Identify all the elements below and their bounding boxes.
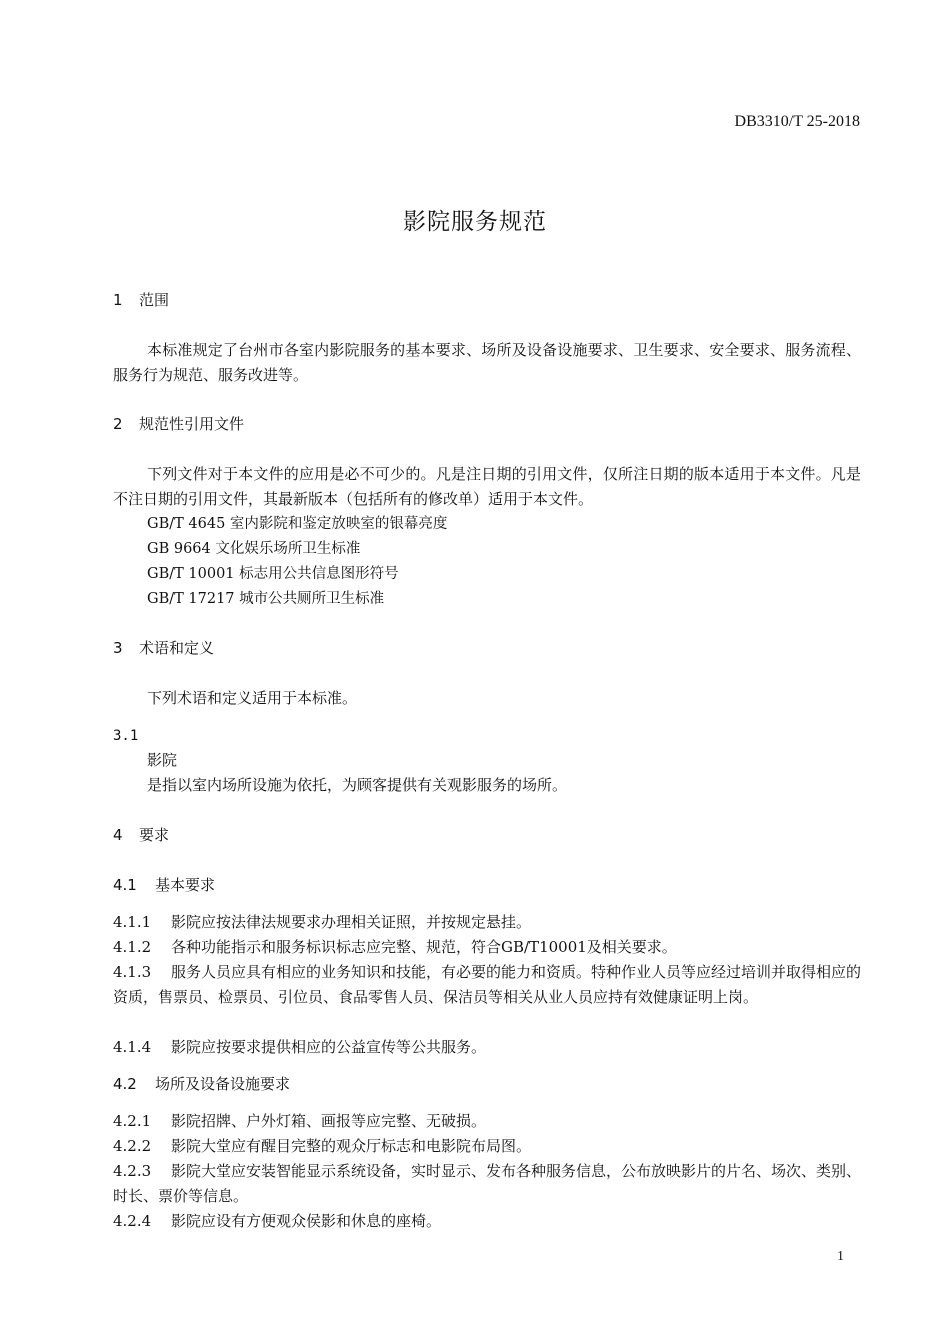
section-number: 3 xyxy=(113,639,123,657)
section-title: 术语和定义 xyxy=(139,639,215,657)
subsection-4-2-heading xyxy=(113,1072,861,1097)
clause-number: 4.2.4 xyxy=(113,1212,152,1230)
section-title: 范围 xyxy=(139,291,170,309)
clause-number: 4.1.3 xyxy=(113,963,152,981)
clause-text: 影院大堂应安装智能显示系统设备，实时显示、发布各种服务信息，公布放映影片的片名、场次、类别、时长、票价等信息。 xyxy=(113,1162,862,1205)
clause-text: 服务人员应具有相应的业务知识和技能，有必要的能力和资质。特种作业人员等应经过培训并取得相应的资质，售票员、检票员、引位员、食品零售人员、保洁员等相关从业人员应持有效健康证明上岗。 xyxy=(113,963,862,1006)
section-2-heading xyxy=(113,412,861,437)
clause-number: 4.1.2 xyxy=(113,938,152,956)
section-3-paragraph: 下列术语和定义适用于本标准。 xyxy=(147,689,358,707)
clause-item xyxy=(113,1209,861,1234)
clause-item xyxy=(113,910,861,935)
section-title: 要求 xyxy=(139,826,170,844)
reference-item: GB/T 17217 城市公共厕所卫生标准 xyxy=(147,591,385,607)
clause-number: 4.2.3 xyxy=(113,1162,152,1180)
clause-number: 4.1.1 xyxy=(113,913,152,931)
clause-number: 4.2.1 xyxy=(113,1112,152,1130)
clause-number: 4.1.4 xyxy=(113,1038,152,1056)
standard-code: DB3310/T 25-2018 xyxy=(734,113,860,130)
section-number: 2 xyxy=(113,415,123,433)
section-1-paragraph: 本标准规定了台州市各室内影院服务的基本要求、场所及设备设施要求、卫生要求、安全要求、服务流程、服务行为规范、服务改进等。 xyxy=(113,341,861,384)
clause-text: 影院应设有方便观众侯影和休息的座椅。 xyxy=(171,1212,442,1230)
reference-item: GB 9664 文化娱乐场所卫生标准 xyxy=(147,541,361,557)
section-2-paragraph: 下列文件对于本文件的应用是必不可少的。凡是注日期的引用文件，仅所注日期的版本适用于本文件。凡是不注日期的引用文件，其最新版本（包括所有的修改单）适用于本文件。 xyxy=(113,465,861,508)
section-3-heading xyxy=(113,636,861,661)
term-name: 影院 xyxy=(147,751,178,769)
subsection-title: 场所及设备设施要求 xyxy=(155,1075,291,1093)
clause-text: 影院大堂应有醒目完整的观众厅标志和电影院布局图。 xyxy=(171,1137,532,1155)
subsection-title: 基本要求 xyxy=(155,876,216,894)
subsection-4-1-heading xyxy=(113,873,861,898)
clause-item xyxy=(113,1159,861,1209)
subsection-number: 4.1 xyxy=(113,876,137,894)
section-title: 规范性引用文件 xyxy=(139,415,245,433)
clause-item xyxy=(113,1035,861,1060)
term-definition: 是指以室内场所设施为依托，为顾客提供有关观影服务的场所。 xyxy=(147,776,568,794)
clause-item xyxy=(113,935,861,960)
page-number: 1 xyxy=(837,1249,844,1264)
clause-text: 影院应按法律法规要求办理相关证照，并按规定悬挂。 xyxy=(171,913,532,931)
clause-item xyxy=(113,1134,861,1159)
section-number: 1 xyxy=(113,291,123,309)
section-1-heading xyxy=(113,288,861,313)
reference-item: GB/T 10001 标志用公共信息图形符号 xyxy=(147,566,399,582)
reference-item: GB/T 4645 室内影院和鉴定放映室的银幕亮度 xyxy=(147,516,448,532)
clause-text: 影院应按要求提供相应的公益宣传等公共服务。 xyxy=(171,1038,487,1056)
section-4-heading xyxy=(113,823,861,848)
subsection-number: 4.2 xyxy=(113,1075,137,1093)
page-title: 影院服务规范 xyxy=(403,209,547,235)
clause-number: 4.2.2 xyxy=(113,1137,152,1155)
clause-item xyxy=(113,960,861,1010)
clause-item xyxy=(113,1109,861,1134)
section-number: 4 xyxy=(113,826,123,844)
clause-text: 影院招牌、户外灯箱、画报等应完整、无破损。 xyxy=(171,1112,487,1130)
term-number: 3.1 xyxy=(113,728,139,744)
clause-text: 各种功能指示和服务标识标志应完整、规范，符合GB/T10001及相关要求。 xyxy=(171,938,677,956)
